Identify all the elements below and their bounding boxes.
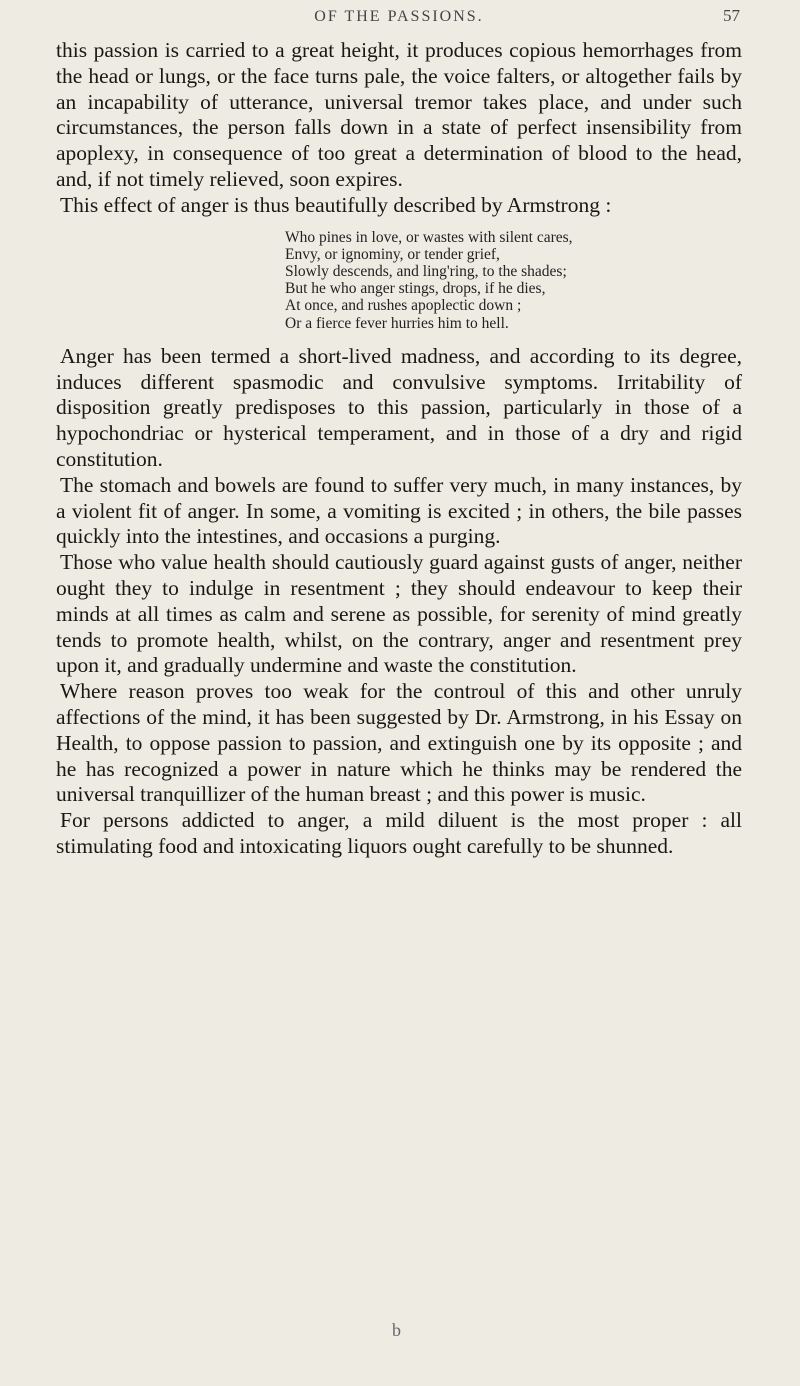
verse-line: At once, and rushes apoplectic down ; bbox=[285, 297, 522, 315]
verse-line: Envy, or ignominy, or tender grief, bbox=[285, 245, 500, 263]
verse-line: Or a fierce fever hurries him to hell. bbox=[285, 314, 509, 332]
paragraph: this passion is carried to a great height, it produces copious hemorrhages from the head or lungs, or the face turns pale, the voice falters, or altogether fails by an incapability of utterance, universal tremor takes place, and under such circumstances, the person falls down in a state of perfect insensibility from apoplexy, in consequence of too great a determination of blood to the head, and, if not timely relieved, soon expires. bbox=[56, 38, 742, 191]
paragraph: Those who value health should cautiously guard against gusts of anger, neither ought they to indulge in resentment ; they should endeavour to keep their minds at all times as calm and serene as possible, for serenity of mind greatly tends to promote health, whilst, on the contrary, anger and resentment prey upon it, and gradually undermine and waste the constitution. bbox=[56, 550, 742, 678]
verse-line: But he who anger stings, drops, if he dies, bbox=[285, 280, 546, 298]
verse-line: Who pines in love, or wastes with silent cares, bbox=[285, 228, 573, 246]
signature-mark: b bbox=[392, 1320, 401, 1340]
verse-line: Slowly descends, and ling'ring, to the shades; bbox=[285, 262, 567, 280]
verse-quotation bbox=[285, 229, 742, 332]
body-text bbox=[56, 38, 742, 860]
paragraph: For persons addicted to anger, a mild diluent is the most proper : all stimulating food and intoxicating liquors ought carefully to be shunned. bbox=[56, 808, 742, 858]
running-head bbox=[56, 0, 742, 38]
running-title: OF THE PASSIONS. bbox=[314, 8, 484, 25]
paragraph: Anger has been termed a short-lived madness, and according to its degree, induces different spasmodic and convulsive symptoms. Irritability of disposition greatly predisposes to this passion, particularly in those of a hypochondriac or hysterical temperament, and in those of a dry and rigid constitution. bbox=[56, 343, 742, 471]
page-number: 57 bbox=[723, 6, 740, 25]
paragraph: The stomach and bowels are found to suffer very much, in many instances, by a violent fit of anger. In some, a vomiting is excited ; in others, the bile passes quickly into the intestines, and occasions a purging. bbox=[56, 472, 742, 549]
paragraph: Where reason proves too weak for the controul of this and other unruly affections of the mind, it has been suggested by Dr. Armstrong, in his Essay on Health, to oppose passion to passion, and extinguish one by its opposite ; and he has recognized a power in nature which he thinks may be rendered the universal tranquillizer of the human breast ; and this power is music. bbox=[56, 679, 742, 807]
paragraph: This effect of anger is thus beautifully described by Armstrong : bbox=[60, 192, 612, 217]
